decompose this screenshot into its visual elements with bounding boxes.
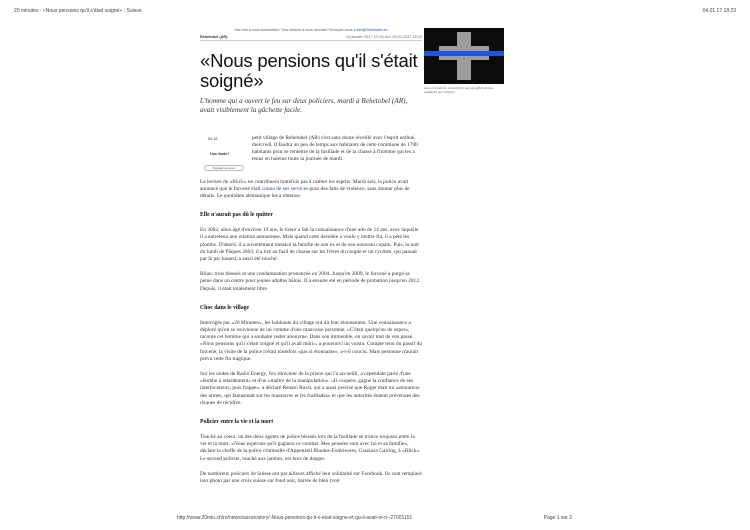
paragraph-radio: Sur les ondes de Radio Energy, l'ex-directeur de la prison qui l'a accueilli, a cependant parlé d'une «bombe à retardement» et d'un «maître de la manipulation». «Il coopère, gagne la confiance de ses interlocuteurs, puis frappe», a déclaré Renato Rossi, qui a aussi précisé que Roger était un «amoureux des armes, qui fantasmait sur les massacres et les fusillades» et que les autorités étaient prévenues des risques de récidive. bbox=[200, 371, 420, 406]
report-error-button[interactable]: Signaler-la-nous! bbox=[204, 165, 244, 171]
article-dates: 04 janvier 2017 10:34; Act: 04.01.2017 18:22 bbox=[346, 35, 422, 39]
blick-link[interactable]: Blick bbox=[232, 178, 244, 185]
paragraph-bilan: Bilan: trois blessés et une condamnation prononcée en 2004. Jusqu'en 2009, le forcené a purgé sa peine dans un centre pour jeunes adultes bâlois. Il a ensuite été en période de probation jusqu'en 2012. Depuis, il était totalement libre. bbox=[200, 271, 421, 292]
services-link[interactable]: connu de ses services bbox=[261, 185, 309, 192]
article-lead: L'homme qui a ouvert le feu sur deux policiers, mardi à Rehetobel (AR), avait visiblement la gâchette facile. bbox=[200, 97, 408, 114]
subhead-policier: Policier entre la vie et la mort bbox=[200, 419, 274, 426]
article bbox=[200, 26, 422, 485]
print-header-date: 04.01.17 18:23 bbox=[702, 8, 736, 14]
photo-caption: Avec ce symbole, les policiers suisses affichent leur solidarité aux victimes. bbox=[424, 86, 494, 95]
fault-label: Une faute? bbox=[210, 151, 230, 156]
tip-line bbox=[200, 26, 422, 34]
print-footer bbox=[0, 515, 750, 525]
swiss-cross-photo[interactable] bbox=[424, 28, 504, 84]
print-header bbox=[0, 8, 750, 18]
paragraph-policier: Touché au coeur, un des deux agents de police blessés lors de la fusillade se trouve toujours entre la vie et la mort. «Nous espérons qu'il gagnera ce combat. Mes pensées sont avec lui et sa famille», déclare la cheffe de la police criminelle d'Appenzell Rhodes-Extérieures, Graziosa Gairing, à «Blick». Le second policier, touché aux jambes, est hors de danger. bbox=[200, 434, 421, 462]
print-footer-page: Page 1 sur 2 bbox=[543, 515, 572, 521]
blue-stripe bbox=[424, 51, 504, 56]
lecture-text-c: pour des faits de violence, sans donner plus de détails. Le quotidien alémanique les a obtenus. bbox=[200, 185, 410, 199]
paragraph-lecture bbox=[200, 179, 422, 201]
intro-paragraph: petit village de Rehetobel (AR) s'est sans doute réveillé avec l'esprit embué, mercredi. Il faudra un peu de temps aux habitants de cette commune de 1700 habitants pour se remettre de la fusillade et de la chasse à l'homme qui les a tenus en haleine toute la journée de mardi. bbox=[252, 134, 418, 163]
paragraph-2002: En 2002, alors âgé d'environ 19 ans, le tireur a fait la connaissance d'une ado de 14 ans, avec laquelle il a entretenu une relation amoureuse. Mais quand cette dernière a voulu y mettre fin, il a pété les plombs. D'abord, il a ouvertement menacé la famille de son ex et de son nouveau copain. Puis, la nuit du lundi de Pâques 2003, il a tiré au fusil de chasse sur les frères du couple et un cycliste, qui passait par là par hasard, a aussi été touché. bbox=[200, 227, 419, 263]
tip-text: Une info à nous transmettre? Une histoire à nous raconter? Envoyez-nous à bbox=[234, 28, 357, 32]
lecture-text-a: La lecture de « bbox=[200, 178, 233, 185]
article-tools bbox=[200, 125, 252, 171]
photo-block bbox=[424, 28, 504, 95]
paragraph-choc: Interrogés par «20 Minuten», les habitants du village ont dit leur étonnement. Une connaissance a déploré qu'on se souvienne de lui comme d'une mauvaise personne. «C'était quelqu'un de super», raconte cet homme qui a souhaité rester anonyme. Dans son immeuble, on savait tout de son passé. «Nous pensions qu'il s'était soigné et qu'il avait mûri», a poursuivi un voisin. Compte tenu du passif du forcené, la visite de la police n'était toutefois «pas si étonnante», a-t-il conclu. Mais personne n'aurait prévu cette fin tragique. bbox=[200, 319, 422, 362]
lecture-text-b: » ne contribuera toutefois pas à calmer les esprits. Mardi soir, la police avait annoncé que le forcené était bbox=[200, 178, 409, 192]
print-header-title: 20 minutes - «Nous pensions qu'il s'était soigné» - Suisse bbox=[14, 8, 142, 14]
tip-email-link[interactable]: info@20minutes.ch bbox=[356, 28, 388, 32]
subhead-choc: Choc dans le village bbox=[200, 304, 250, 311]
article-section: Rehetobel (AR) bbox=[200, 35, 228, 39]
article-meta bbox=[200, 34, 422, 41]
print-footer-url: http://www.20min.ch/ro/news/suisse/story/-Nous-pensions-qu-il-s-etait-soigne-et-qu-il-avait-m-ri--27601151 bbox=[177, 515, 413, 521]
intro-row bbox=[200, 125, 422, 171]
subhead-quitter: Elle n'aurait pas dû le quitter bbox=[200, 212, 273, 219]
vote-counts[interactable]: 64 18 bbox=[208, 136, 218, 141]
paragraph-facebook: De nombreux policiers de Suisse ont par ailleurs affiché leur solidarité sur Facebook. Ils sont remplacé leur photo par une croix suisse sur fond noir, barrée de bleu (voir bbox=[200, 470, 422, 485]
article-headline: «Nous pensions qu'il s'était soigné» bbox=[200, 50, 418, 91]
